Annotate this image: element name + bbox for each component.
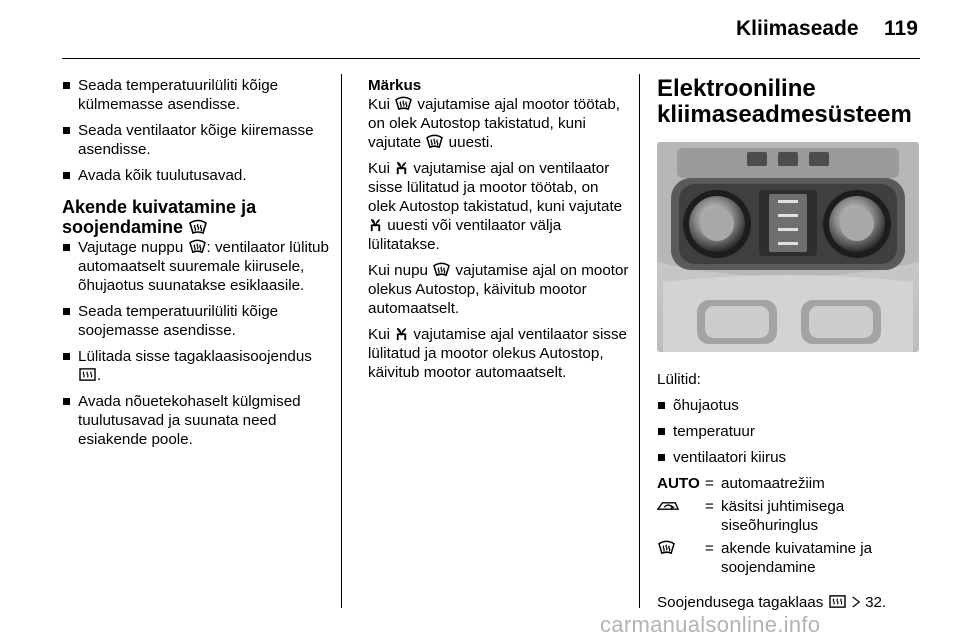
list-item-text: : ventilaator lülitub automaatselt suuremale kiirusele, õhujaotus suunatakse esiklaasile. (78, 239, 329, 294)
column-divider-1 (341, 74, 342, 608)
definition-list (657, 474, 925, 577)
list-item (62, 347, 334, 385)
column-divider-2 (639, 74, 640, 608)
windshield-defrost-icon (394, 96, 413, 111)
definition-desc: akende kuivatamine ja soojendamine (721, 540, 873, 576)
climate-control-panel-photo (657, 142, 919, 352)
text-run: vajutamise ajal on mootor olekus Autostop, käivitub mootor automaatselt. (368, 262, 629, 317)
column-right (657, 76, 925, 612)
column-middle (368, 76, 630, 389)
list-item-text: Vajutage nuppu (78, 239, 184, 256)
list-item: ventilaatori kiirus (657, 448, 925, 467)
windshield-defrost-icon (425, 134, 444, 149)
note-label: Märkus (368, 77, 422, 94)
rear-window-defrost-icon (78, 367, 97, 382)
list-item: temperatuur (657, 422, 925, 441)
definition-term (657, 497, 705, 535)
page-number: 119 (884, 17, 918, 40)
definition-equals: = (705, 540, 714, 557)
fan-icon (394, 160, 409, 175)
bullet-list-cooling (62, 76, 334, 185)
windshield-defrost-icon (432, 262, 451, 277)
rear-window-reference (657, 593, 925, 612)
windshield-defrost-icon (657, 540, 676, 555)
text-run: uuesti. (448, 134, 494, 151)
windshield-defrost-icon (188, 239, 207, 254)
list-item-text: . (97, 367, 102, 384)
definition-equals: = (705, 498, 714, 515)
definition-term: AUTO (657, 475, 700, 492)
switches-label: Lülitid: (657, 371, 701, 388)
windshield-defrost-icon (188, 219, 208, 235)
definition-row (657, 539, 925, 577)
fan-icon (394, 326, 409, 341)
list-item: Avada nõuetekohaselt külgmised tuulutusavad ja suunata need esiakende poole. (62, 392, 334, 449)
list-item: õhujaotus (657, 396, 925, 415)
text-run: Kui (368, 96, 390, 113)
note-paragraph (368, 325, 630, 382)
header-divider (62, 58, 920, 59)
subheading-defrost (62, 197, 334, 237)
reference-page: 32. (865, 594, 887, 611)
column-left (62, 76, 334, 456)
climate-panel-illustration (657, 142, 919, 352)
bullet-list-defrost (62, 238, 334, 449)
recirculation-icon (657, 498, 679, 513)
definition-desc: automaatrežiim (721, 475, 825, 492)
definition-equals: = (705, 475, 714, 492)
text-run: Kui (368, 326, 390, 343)
definition-term (657, 539, 705, 577)
switches-list (657, 396, 925, 467)
text-run: Kui nupu (368, 262, 428, 279)
list-item: Seada temperatuurilüliti kõige külmemasse asendisse. (62, 76, 334, 114)
fan-icon (368, 217, 383, 232)
definition-desc: käsitsi juhtimisega siseõhuringlus (721, 498, 845, 534)
note-paragraph (368, 95, 630, 152)
list-item: Avada kõik tuulutusavad. (62, 166, 334, 185)
subheading-text: Akende kuivatamine ja soojendamine (62, 197, 257, 237)
note-paragraph (368, 261, 630, 318)
definition-row (657, 497, 925, 535)
note-paragraph (368, 159, 630, 254)
text-run: vajutamise ajal ventilaator sisse lülitatud ja mootor olekus Autostop, käivitub mootor automaatselt. (368, 326, 627, 381)
definition-row (657, 474, 925, 493)
reference-text: Soojendusega tagaklaas (657, 594, 824, 611)
text-run: vajutamise ajal on ventilaator sisse lülitatud ja mootor töötab, on olek Autostop takistatud, kuni vajutate (368, 160, 623, 215)
list-item: Seada temperatuurilüliti kõige soojemasse asendisse. (62, 302, 334, 340)
page-reference-icon (851, 595, 861, 609)
section-title: Elektrooniline kliimaseadmesüsteem (657, 75, 912, 128)
list-item (62, 238, 334, 295)
rear-window-defrost-icon (828, 594, 847, 609)
list-item: Seada ventilaator kõige kiiremasse asendisse. (62, 121, 334, 159)
text-run: uuesti või ventilaator välja lülitatakse. (368, 217, 562, 253)
text-run: Kui (368, 160, 390, 177)
page-header-title: Kliimaseade (736, 17, 859, 40)
text-run: vajutamise ajal mootor töötab, on olek Autostop takistatud, kuni vajutate (368, 96, 621, 151)
watermark: carmanualsonline.info (600, 612, 821, 637)
list-item-text: Lülitada sisse tagaklaasisoojendus (78, 348, 312, 365)
